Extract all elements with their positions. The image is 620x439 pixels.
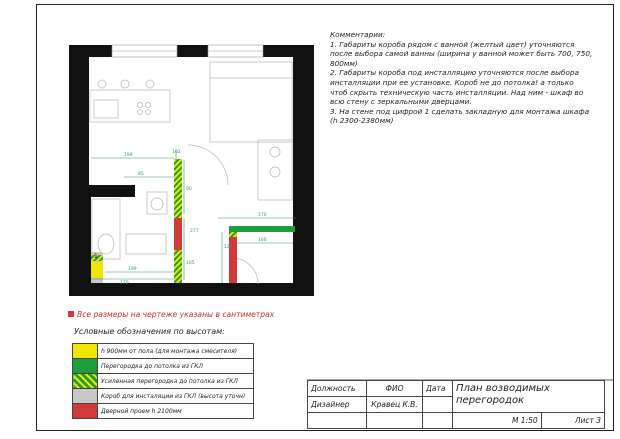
stamp-title: План возводимых перегородок xyxy=(453,381,605,413)
legend-title: Условные обозначения по высотам: xyxy=(74,327,225,336)
stamp-empty-cell xyxy=(308,413,367,429)
dim-label: 102 xyxy=(172,150,181,155)
legend-label: Усиленная перегородка до потолка из ГКЛ xyxy=(98,374,254,389)
stamp-empty-cell xyxy=(367,413,423,429)
comment-line: 1. Габариты короба рядом с ванной (желтый цвет) уточняются xyxy=(330,39,575,49)
dimensions-note xyxy=(68,310,274,319)
dim-label: 90 xyxy=(186,187,192,192)
legend-label: Короб для инсталяции из ГКЛ (высота уточн) xyxy=(98,389,254,404)
dim-label: 170 xyxy=(258,213,267,218)
legend-row xyxy=(73,344,254,359)
legend-row xyxy=(73,389,254,404)
dim-label: 165 xyxy=(186,261,195,266)
legend-swatch-green-hatch xyxy=(73,374,98,389)
door-opening xyxy=(174,218,182,250)
stamp-scale: М 1:50 xyxy=(453,413,542,429)
legend-row xyxy=(73,404,254,419)
comment-line: (h 2300-2380мм) xyxy=(330,116,394,126)
note-text: Все размеры на чертеже указаны в сантиметрах xyxy=(77,310,275,319)
legend-swatch-red xyxy=(73,404,98,419)
partition-gkl xyxy=(229,226,295,232)
legend-label: Дверной проем h 2100мм xyxy=(98,404,254,419)
dim-label: 122 xyxy=(224,245,233,250)
legend-table xyxy=(72,343,254,419)
dim-label: 277 xyxy=(190,229,199,234)
comment-line: всю стену с зеркальными дверцами. xyxy=(330,97,472,107)
comment-line: чтоб скрыть техническую часть инсталляции. Над ним - шкаф во xyxy=(330,87,584,97)
wall-marker-1: 1 xyxy=(94,253,98,260)
comment-line: инсталляции при ее установке. Короб не до потолка! а только xyxy=(330,77,574,87)
note-marker-icon xyxy=(68,311,74,317)
title-block xyxy=(307,380,605,429)
stamp-date-value xyxy=(423,397,453,413)
legend-label: Перегородка до потолка из ГКЛ xyxy=(98,359,254,374)
dim-label: 170 xyxy=(120,281,129,286)
legend-swatch-gray xyxy=(73,389,98,404)
stamp-designer-label: Дизайнер xyxy=(308,397,367,413)
comment-line: 800мм) xyxy=(330,58,358,68)
stamp-sheet: Лист 3 xyxy=(541,413,604,429)
comments-block xyxy=(330,30,610,126)
dim-label: 160 xyxy=(258,238,267,243)
comment-line: после выбора самой ванны (ширина у ванной может быть 700, 750, xyxy=(330,49,593,59)
dim-label: 199 xyxy=(124,153,133,158)
dim-label: 199 xyxy=(128,267,137,272)
legend-swatch-green xyxy=(73,359,98,374)
comments-title: Комментарии: xyxy=(330,30,386,39)
dimension-labels xyxy=(120,149,267,286)
legend-swatch-yellow xyxy=(73,344,98,359)
stamp-date-label: Дата xyxy=(423,381,453,397)
comment-line: 2. Габариты короба под инсталляцию уточняются после выбора xyxy=(330,68,579,78)
furniture xyxy=(90,62,292,284)
legend-label: h 900мм от пола (для монтажа смесителя) xyxy=(98,344,254,359)
door-opening xyxy=(229,237,237,283)
stamp-empty-cell xyxy=(423,413,453,429)
legend-row xyxy=(73,374,254,389)
dim-label: 85 xyxy=(138,172,144,177)
stamp-designer-name: Кравец К.В. xyxy=(367,397,423,413)
legend-row xyxy=(73,359,254,374)
stamp-name-label: ФИО xyxy=(367,381,423,397)
stamp-position-label: Должность xyxy=(308,381,367,397)
yellow-box xyxy=(91,262,103,278)
comment-line: 3. На стене под цифрой 1 сделать закладную для монтажа шкафа xyxy=(330,106,590,116)
